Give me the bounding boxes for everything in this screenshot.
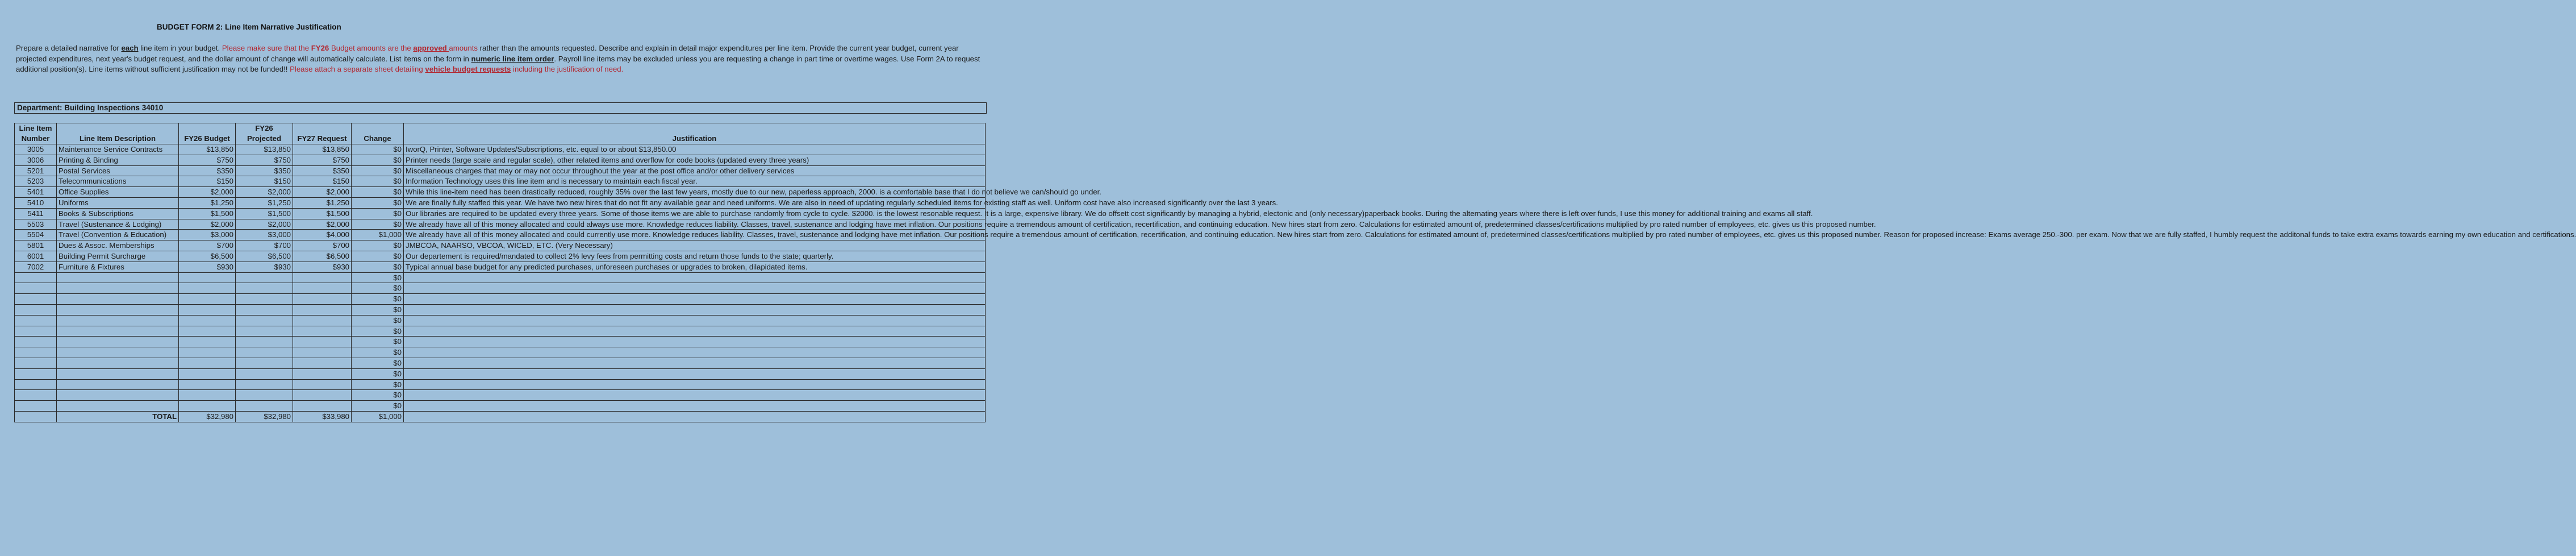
justification-cell: While this line-item need has been drastically reduced, roughly 35% over the last few years, mostly due to our new, paperless approach, 2000. is a comfortable base that I do not believe we can/should go under. [404, 187, 986, 198]
blank-cell [293, 326, 352, 337]
blank-row [15, 283, 986, 294]
blank-cell [57, 390, 179, 401]
blank-cell [293, 315, 352, 326]
change-cell: $0 [352, 283, 404, 294]
change-cell: $0 [352, 315, 404, 326]
fy27-request-cell: $700 [293, 240, 352, 251]
blank-cell [236, 379, 293, 390]
header-fy27-request: FY27 Request [293, 123, 352, 144]
fy27-request-cell: $6,500 [293, 251, 352, 262]
table-row [15, 165, 986, 176]
line-item-description: Postal Services [57, 165, 179, 176]
fy26-projected-cell: $750 [236, 155, 293, 165]
line-item-description: Office Supplies [57, 187, 179, 198]
blank-cell [404, 294, 986, 305]
instructions-text: Prepare a detailed narrative for [16, 44, 122, 52]
table-row [15, 219, 986, 230]
table-row [15, 144, 986, 155]
blank-cell [293, 283, 352, 294]
blank-cell [15, 283, 57, 294]
change-cell: $0 [352, 337, 404, 347]
blank-cell [15, 304, 57, 315]
blank-row [15, 379, 986, 390]
total-change: $1,000 [352, 411, 404, 422]
fy26-projected-cell: $3,000 [236, 230, 293, 240]
fy26-projected-cell: $1,500 [236, 208, 293, 219]
change-cell: $0 [352, 144, 404, 155]
table-row [15, 230, 986, 240]
blank-cell [236, 304, 293, 315]
instructions-emphasis: each [121, 44, 139, 52]
blank-row [15, 368, 986, 379]
blank-cell [293, 358, 352, 368]
blank-cell [293, 347, 352, 358]
instructions-warning-emphasis: vehicle budget requests [425, 65, 511, 73]
blank-cell [57, 358, 179, 368]
blank-cell [179, 304, 236, 315]
justification-cell: We already have all of this money allocated and could always use more. Knowledge reduces liability. Classes, travel, sustenance and lodging have met inflation. Our positions require a tremendous amount of certification, recertification, and continuing education. New hires start from zero. Calculations for estimated amount of, predetermined classes/certifications multiplied by pro rated number of employees, etc. gives us this proposed number. [404, 219, 986, 230]
blank-cell [179, 358, 236, 368]
blank-cell [236, 390, 293, 401]
total-fy26-budget: $32,980 [179, 411, 236, 422]
line-item-description: Travel (Sustenance & Lodging) [57, 219, 179, 230]
fy26-budget-cell: $13,850 [179, 144, 236, 155]
blank-cell [179, 337, 236, 347]
justification-cell: IworQ, Printer, Software Updates/Subscriptions, etc. equal to or about $13,850.00 [404, 144, 986, 155]
blank-row [15, 390, 986, 401]
fy26-budget-cell: $1,500 [179, 208, 236, 219]
blank-cell [236, 294, 293, 305]
blank-row [15, 315, 986, 326]
blank-cell [236, 272, 293, 283]
blank-cell [236, 368, 293, 379]
fy26-projected-cell: $2,000 [236, 219, 293, 230]
line-item-description: Books & Subscriptions [57, 208, 179, 219]
instructions-warning: Budget amounts are the [329, 44, 414, 52]
justification-cell: JMBCOA, NAARSO, VBCOA, WICED, ETC. (Very Necessary) [404, 240, 986, 251]
justification-cell: We already have all of this money allocated and could currently use more. Knowledge reduces liability. Classes, travel, sustenance and lodging have met inflation. Our positions require a tremendous amount of certification, recertification, and continuing education. New hires start from zero. Calculations for estimated amount of, predetermined classes/certifications multiplied by pro rated number of employees, etc. gives us this proposed number. Reason for proposed increase: Exams average 250.-300. per exam. Now that we are fully staffed, I humbly request the additonal funds to take extra exams towards earning my own education and certifications. [404, 230, 986, 240]
change-cell: $0 [352, 208, 404, 219]
department-header: Department: Building Inspections 34010 [14, 102, 987, 114]
change-cell: $0 [352, 176, 404, 187]
justification-cell: Our departement is required/mandated to collect 2% levy fees from permitting costs and return those funds to the state; quarterly. [404, 251, 986, 262]
change-cell: $0 [352, 358, 404, 368]
blank-cell [293, 272, 352, 283]
blank-cell [404, 401, 986, 412]
blank-cell [57, 272, 179, 283]
line-item-number: 5401 [15, 187, 57, 198]
table-row [15, 240, 986, 251]
fy26-budget-cell: $2,000 [179, 187, 236, 198]
blank-cell [404, 379, 986, 390]
blank-cell [404, 272, 986, 283]
table-row [15, 197, 986, 208]
fy26-budget-cell: $6,500 [179, 251, 236, 262]
change-cell: $0 [352, 272, 404, 283]
blank-row [15, 358, 986, 368]
blank-cell [404, 337, 986, 347]
blank-row [15, 347, 986, 358]
justification-cell: Our libraries are required to be updated every three years. Some of those items we are able to purchase randomly from cycle to cycle. $2000. is the lowest resonable request. It is a large, expensive library. We do offsett cost significantly by managing a hybrid, electonic and (only necessary)paperback books. During the alternating years where there is left over funds, I use this money for additional training and exams all staff. [404, 208, 986, 219]
blank-row [15, 272, 986, 283]
instructions-emphasis: numeric line item order [471, 54, 554, 63]
line-item-description: Maintenance Service Contracts [57, 144, 179, 155]
line-item-number: 6001 [15, 251, 57, 262]
justification-cell: Typical annual base budget for any predicted purchases, unforeseen purchases or upgrades to broken, dilapidated items. [404, 262, 986, 272]
total-fy27-request: $33,980 [293, 411, 352, 422]
blank-cell [15, 294, 57, 305]
instructions-warning: Please attach a separate sheet detailing [290, 65, 425, 73]
change-cell: $0 [352, 197, 404, 208]
change-cell: $0 [352, 390, 404, 401]
line-item-number: 5801 [15, 240, 57, 251]
table-header-row [15, 123, 986, 144]
blank-row [15, 294, 986, 305]
blank-cell [404, 358, 986, 368]
instructions-warning: amounts [449, 44, 478, 52]
line-item-description: Building Permit Surcharge [57, 251, 179, 262]
fy26-budget-cell: $2,000 [179, 219, 236, 230]
blank-cell [179, 401, 236, 412]
blank-cell [293, 304, 352, 315]
blank-cell [293, 368, 352, 379]
line-item-number: 5201 [15, 165, 57, 176]
table-row [15, 176, 986, 187]
justification-cell: Printer needs (large scale and regular scale), other related items and overflow for code books (updated every three years) [404, 155, 986, 165]
blank-cell [293, 401, 352, 412]
instructions-text: . Payroll line items may be excluded unless you are requesting a change in part time or overtime wages. Use Form 2A to request additional position(s). Line items without sufficient justification may not be funded!! [16, 54, 980, 73]
fy26-projected-cell: $6,500 [236, 251, 293, 262]
change-cell: $0 [352, 165, 404, 176]
instructions-paragraph [16, 43, 988, 75]
change-cell: $0 [352, 155, 404, 165]
blank-cell [15, 390, 57, 401]
blank-cell [236, 358, 293, 368]
fy27-request-cell: $13,850 [293, 144, 352, 155]
blank-cell [293, 390, 352, 401]
change-cell: $0 [352, 368, 404, 379]
change-cell: $0 [352, 187, 404, 198]
change-cell: $0 [352, 262, 404, 272]
blank-cell [404, 390, 986, 401]
blank-row [15, 326, 986, 337]
blank-cell [236, 401, 293, 412]
blank-cell [179, 390, 236, 401]
blank-row [15, 304, 986, 315]
fy26-projected-cell: $1,250 [236, 197, 293, 208]
blank-cell [15, 401, 57, 412]
fy26-projected-cell: $350 [236, 165, 293, 176]
blank-cell [57, 283, 179, 294]
blank-cell [179, 347, 236, 358]
fy26-projected-cell: $930 [236, 262, 293, 272]
justification-cell: Miscellaneous charges that may or may not occur throughout the year at the post office and/or other delivery services [404, 165, 986, 176]
fy27-request-cell: $930 [293, 262, 352, 272]
blank-cell [15, 368, 57, 379]
change-cell: $0 [352, 326, 404, 337]
blank-cell [293, 379, 352, 390]
instructions-text: line item in your budget. [138, 44, 222, 52]
blank-row [15, 337, 986, 347]
blank-cell [57, 368, 179, 379]
blank-cell [57, 304, 179, 315]
header-fy26-projected: FY26 Projected [236, 123, 293, 144]
blank-cell [404, 304, 986, 315]
blank-cell [404, 326, 986, 337]
line-item-description: Furniture & Fixtures [57, 262, 179, 272]
line-item-number: 5410 [15, 197, 57, 208]
change-cell: $0 [352, 240, 404, 251]
blank-cell [236, 315, 293, 326]
blank-cell [57, 294, 179, 305]
change-cell: $0 [352, 219, 404, 230]
blank-cell [179, 326, 236, 337]
instructions-warning-emphasis: approved [413, 44, 449, 52]
blank-cell [404, 411, 986, 422]
fy27-request-cell: $350 [293, 165, 352, 176]
fy26-budget-cell: $700 [179, 240, 236, 251]
change-cell: $1,000 [352, 230, 404, 240]
fy27-request-cell: $2,000 [293, 219, 352, 230]
blank-cell [404, 283, 986, 294]
blank-cell [15, 347, 57, 358]
fy26-projected-cell: $13,850 [236, 144, 293, 155]
line-item-description: Printing & Binding [57, 155, 179, 165]
blank-cell [236, 283, 293, 294]
total-label: TOTAL [57, 411, 179, 422]
blank-cell [15, 272, 57, 283]
header-change: Change [352, 123, 404, 144]
blank-cell [404, 315, 986, 326]
table-row [15, 208, 986, 219]
fy27-request-cell: $1,250 [293, 197, 352, 208]
budget-table [14, 123, 2576, 422]
line-item-number: 5504 [15, 230, 57, 240]
blank-cell [293, 294, 352, 305]
blank-cell [57, 315, 179, 326]
fy26-projected-cell: $150 [236, 176, 293, 187]
blank-cell [57, 326, 179, 337]
table-row [15, 251, 986, 262]
line-item-number: 5203 [15, 176, 57, 187]
blank-cell [404, 368, 986, 379]
fy27-request-cell: $150 [293, 176, 352, 187]
line-item-description: Dues & Assoc. Memberships [57, 240, 179, 251]
change-cell: $0 [352, 379, 404, 390]
blank-cell [57, 379, 179, 390]
change-cell: $0 [352, 304, 404, 315]
blank-cell [179, 283, 236, 294]
line-item-number: 3006 [15, 155, 57, 165]
blank-cell [179, 272, 236, 283]
justification-cell: We are finally fully staffed this year. We have two new hires that do not fit any available gear and need uniforms. We are also in need of updating regularly scheduled items for existing staff as well. Uniform cost have also increased significantly over the last 3 years. [404, 197, 986, 208]
blank-cell [293, 337, 352, 347]
fy26-budget-cell: $1,250 [179, 197, 236, 208]
blank-cell [15, 315, 57, 326]
line-item-description: Uniforms [57, 197, 179, 208]
blank-cell [179, 379, 236, 390]
blank-cell [15, 358, 57, 368]
blank-cell [236, 326, 293, 337]
fy26-projected-cell: $2,000 [236, 187, 293, 198]
justification-cell: Information Technology uses this line item and is necessary to maintain each fiscal year. [404, 176, 986, 187]
change-cell: $0 [352, 294, 404, 305]
line-item-description: Travel (Convention & Education) [57, 230, 179, 240]
line-item-description: Telecommunications [57, 176, 179, 187]
instructions-warning: FY26 [311, 44, 329, 52]
instructions-warning: including the justification of need. [511, 65, 624, 73]
table-row [15, 155, 986, 165]
blank-cell [179, 294, 236, 305]
blank-cell [57, 401, 179, 412]
line-item-number: 5411 [15, 208, 57, 219]
fy26-budget-cell: $350 [179, 165, 236, 176]
blank-cell [15, 337, 57, 347]
fy26-budget-cell: $750 [179, 155, 236, 165]
header-fy26-budget: FY26 Budget [179, 123, 236, 144]
fy27-request-cell: $1,500 [293, 208, 352, 219]
blank-cell [179, 315, 236, 326]
blank-cell [236, 347, 293, 358]
header-line-item-description: Line Item Description [57, 123, 179, 144]
blank-cell [57, 347, 179, 358]
change-cell: $0 [352, 347, 404, 358]
fy26-budget-cell: $930 [179, 262, 236, 272]
fy27-request-cell: $4,000 [293, 230, 352, 240]
change-cell: $0 [352, 401, 404, 412]
blank-cell [236, 337, 293, 347]
line-item-number: 3005 [15, 144, 57, 155]
line-item-number: 7002 [15, 262, 57, 272]
fy26-projected-cell: $700 [236, 240, 293, 251]
blank-cell [15, 411, 57, 422]
table-row [15, 187, 986, 198]
blank-cell [57, 337, 179, 347]
line-item-number: 5503 [15, 219, 57, 230]
header-justification: Justification [404, 123, 986, 144]
header-line-item-number: Line Item Number [15, 123, 57, 144]
fy26-budget-cell: $3,000 [179, 230, 236, 240]
total-fy26-projected: $32,980 [236, 411, 293, 422]
fy27-request-cell: $750 [293, 155, 352, 165]
change-cell: $0 [352, 251, 404, 262]
fy26-budget-cell: $150 [179, 176, 236, 187]
blank-cell [15, 326, 57, 337]
blank-cell [15, 379, 57, 390]
blank-cell [404, 347, 986, 358]
total-row [15, 411, 986, 422]
instructions-text: rather than the amounts requested. Describe and explain in detail major expenditures per line item. Provide the current year budget, current year projected expenditures, next year's budget request, and the dollar amount of change will automatically calculate. List items on the form in [16, 44, 959, 63]
blank-cell [179, 368, 236, 379]
table-row [15, 262, 986, 272]
instructions-warning: Please make sure that the [222, 44, 311, 52]
fy27-request-cell: $2,000 [293, 187, 352, 198]
blank-row [15, 401, 986, 412]
form-title: BUDGET FORM 2: Line Item Narrative Justification [157, 23, 341, 31]
